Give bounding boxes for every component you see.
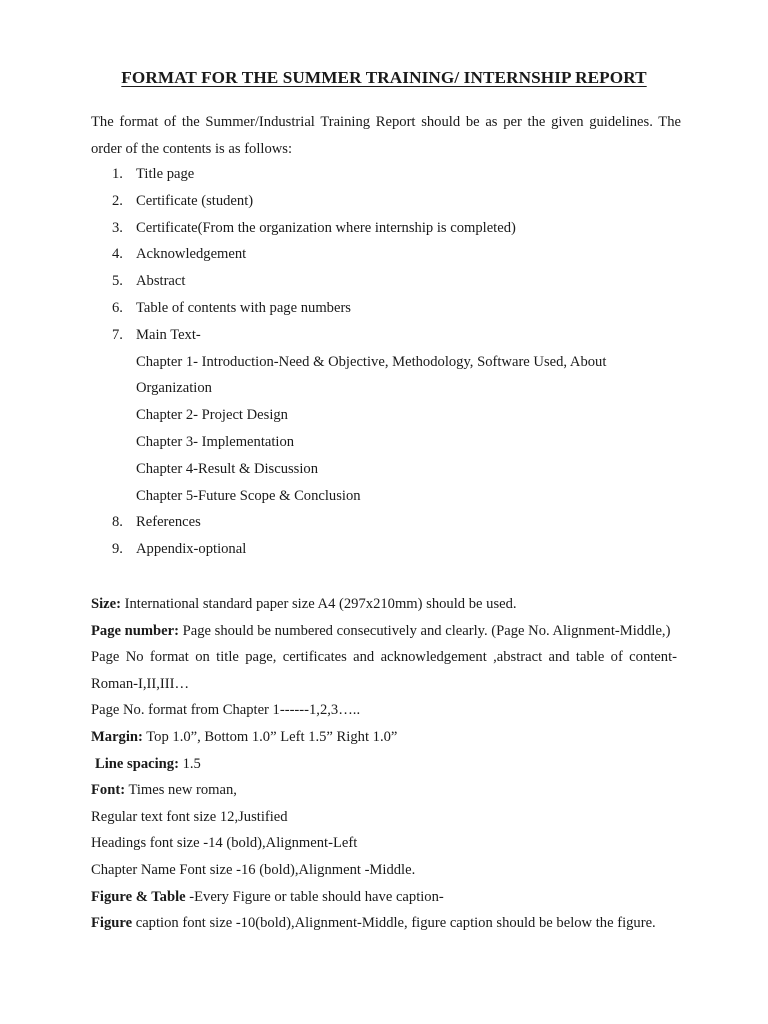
chapter-list — [136, 349, 681, 510]
list-item: 9. Appendix-optional — [112, 541, 247, 558]
page-no-format-chapter: Page No. format from Chapter 1------1,2,3….. — [91, 702, 361, 719]
regular-text-spec: Regular text font size 12,Justified — [91, 808, 288, 825]
format-specifications — [91, 591, 677, 937]
headings-spec: Headings font size -14 (bold),Alignment-Left — [91, 835, 358, 852]
list-item: 1. Title page — [112, 166, 195, 182]
figure-caption-spec: Figure caption font size -10(bold),Alignment-Middle, figure caption should be below the figure. — [91, 915, 656, 932]
intro-paragraph: The format of the Summer/Industrial Training Report should be as per the given guidelines. The order of the contents is as follows: — [91, 114, 681, 157]
page-number-spec: Page number: Page should be numbered consecutively and clearly. (Page No. Alignment-Middle,) — [91, 622, 671, 639]
size-spec: Size: International standard paper size A4 (297x210mm) should be used. — [91, 596, 517, 612]
chapter-item: Chapter 1- Introduction-Need & Objective, Methodology, Software Used, About Organization — [136, 353, 607, 397]
font-spec: Font: Times new roman, — [91, 782, 237, 799]
chapter-item: Chapter 2- Project Design — [136, 407, 288, 424]
contents-list — [91, 161, 681, 563]
list-item: 4. Acknowledgement — [112, 246, 247, 263]
page-no-format-front: Page No format on title page, certificates and acknowledgement ,abstract and table of content-Roman-I,II,III… — [91, 649, 677, 692]
chapter-item: Chapter 5-Future Scope & Conclusion — [136, 487, 361, 504]
list-item: 5. Abstract — [112, 273, 186, 290]
list-item: 6. Table of contents with page numbers — [112, 299, 351, 316]
margin-spec: Margin: Top 1.0”, Bottom 1.0” Left 1.5” Right 1.0” — [91, 728, 398, 745]
list-item: 7. Main Text- Chapter 1- Introduction-Need & Objective, Methodology, Software Used, About Organization Chapter 2- Project Design Chapter 3- Implementation Chapter 4-Result & Discussion Chapter 5-Future Scope & Conclusion — [91, 322, 681, 510]
list-item: 2. Certificate (student) — [112, 192, 254, 209]
chapter-name-spec: Chapter Name Font size -16 (bold),Alignment -Middle. — [91, 861, 416, 878]
list-item: 8. References — [112, 514, 201, 531]
figure-table-spec: Figure & Table -Every Figure or table should have caption- — [91, 888, 444, 905]
line-spacing-spec: Line spacing: 1.5 — [95, 755, 201, 772]
document-title: FORMAT FOR THE SUMMER TRAINING/ INTERNSHIP REPORT — [121, 68, 647, 87]
chapter-item: Chapter 4-Result & Discussion — [136, 460, 319, 477]
list-item: 3. Certificate(From the organization where internship is completed) — [112, 219, 516, 236]
chapter-item: Chapter 3- Implementation — [136, 433, 295, 450]
